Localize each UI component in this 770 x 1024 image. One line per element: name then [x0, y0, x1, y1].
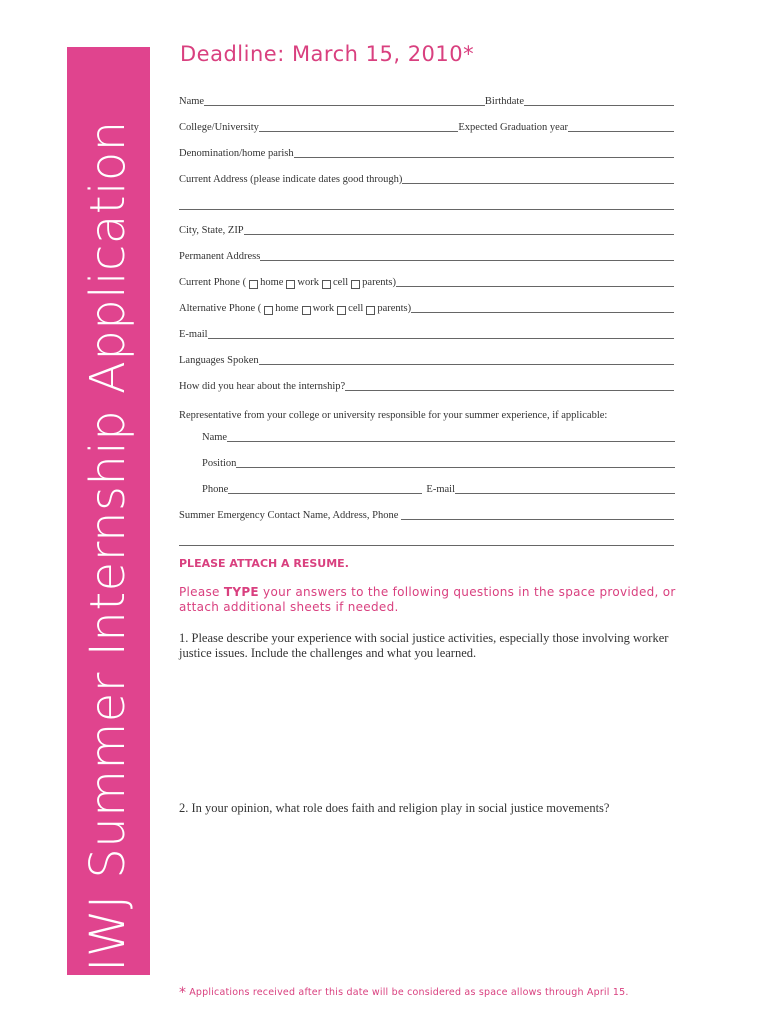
current-phone-field[interactable] [396, 285, 674, 287]
footnote-star: * [179, 985, 187, 1001]
emergency-line-2[interactable] [179, 544, 674, 546]
rep-name-label: Name [202, 432, 228, 443]
alt-cell-checkbox[interactable] [337, 306, 346, 315]
permanent-address-field[interactable] [260, 259, 674, 261]
languages-field[interactable] [259, 363, 674, 365]
permanent-address-row [179, 251, 674, 263]
instructions-pre: Please [179, 585, 224, 599]
instructions-post: your answers to the following questions in the space provided, or attach additional sheets if needed. [179, 585, 676, 614]
alternative-phone-label: Alternative Phone ( [179, 303, 262, 314]
denomination-label: Denomination/home parish [179, 148, 294, 159]
emergency-row [179, 510, 674, 522]
grad-year-label: Expected Graduation year [458, 122, 568, 133]
rep-position-row [202, 458, 675, 470]
rep-name-field[interactable] [227, 440, 675, 442]
alt-parents-option: parents) [377, 303, 412, 314]
work-checkbox[interactable] [286, 280, 295, 289]
work-option: work [297, 277, 319, 288]
denomination-row [179, 148, 674, 160]
current-phone-label: Current Phone ( [179, 277, 247, 288]
college-field[interactable] [259, 130, 458, 132]
current-address-field[interactable] [402, 182, 674, 184]
rep-name-row [202, 432, 675, 444]
question-2: 2. In your opinion, what role does faith and religion play in social justice movements? [179, 801, 610, 815]
grad-year-field[interactable] [568, 130, 674, 132]
deadline-heading: Deadline: March 15, 2010* [180, 42, 475, 66]
alt-cell-option: cell [348, 303, 364, 314]
rep-position-field[interactable] [236, 466, 675, 468]
rep-email-field[interactable] [455, 492, 675, 494]
home-checkbox[interactable] [249, 280, 258, 289]
home-option: home [260, 277, 284, 288]
name-field[interactable] [204, 104, 485, 106]
hear-about-row [179, 381, 674, 393]
current-phone-row [179, 277, 674, 289]
rep-phone-field[interactable] [228, 492, 422, 494]
current-address-label: Current Address (please indicate dates good through) [179, 174, 403, 185]
alt-work-option: work [312, 303, 335, 314]
rep-email-label: E-mail [426, 484, 455, 495]
alternative-phone-field[interactable] [411, 311, 674, 313]
city-state-zip-field[interactable] [244, 233, 674, 235]
languages-label: Languages Spoken [179, 355, 259, 366]
college-row [179, 122, 674, 134]
hear-about-label: How did you hear about the internship? [179, 381, 346, 392]
denomination-field[interactable] [294, 156, 674, 158]
type-instructions [179, 585, 679, 615]
alt-parents-checkbox[interactable] [366, 306, 375, 315]
alt-home-option: home [275, 303, 299, 314]
parents-option: parents) [362, 277, 396, 288]
question-1: 1. Please describe your experience with social justice activities, especially those involving worker justice issues. Include the challenges and what you learned. [179, 631, 669, 660]
rep-phone-email-row [202, 484, 675, 496]
name-birthdate-row [179, 96, 674, 108]
college-label: College/University [179, 122, 259, 133]
cell-option: cell [333, 277, 349, 288]
representative-note: Representative from your college or university responsible for your summer experience, if applicable: [179, 410, 608, 421]
cell-checkbox[interactable] [322, 280, 331, 289]
alt-work-checkbox[interactable] [302, 306, 311, 315]
rep-phone-label: Phone [202, 484, 229, 495]
languages-row [179, 355, 674, 367]
parents-checkbox[interactable] [351, 280, 360, 289]
email-field[interactable] [208, 337, 674, 339]
emergency-field[interactable] [401, 518, 674, 520]
name-label: Name [179, 96, 205, 107]
rep-position-label: Position [202, 458, 237, 469]
hear-about-field[interactable] [345, 389, 674, 391]
city-state-zip-row [179, 225, 674, 237]
permanent-address-label: Permanent Address [179, 251, 261, 262]
email-label: E-mail [179, 329, 208, 340]
email-row [179, 329, 674, 341]
current-address-row [179, 174, 674, 186]
alt-home-checkbox[interactable] [264, 306, 273, 315]
city-state-zip-label: City, State, ZIP [179, 225, 244, 236]
footnote-text: Applications received after this date will be considered as space allows through April 15. [189, 987, 629, 998]
birthdate-label: Birthdate [484, 96, 524, 107]
footnote [179, 985, 629, 1001]
attach-resume-heading: PLEASE ATTACH A RESUME. [179, 557, 349, 570]
emergency-label: Summer Emergency Contact Name, Address, Phone [179, 510, 399, 521]
instructions-emphasis: TYPE [223, 585, 259, 599]
birthdate-field[interactable] [524, 104, 674, 106]
alternative-phone-row [179, 303, 674, 315]
current-address-line-2[interactable] [179, 208, 674, 210]
form-title: IWJ Summer Internship Application [80, 120, 136, 972]
